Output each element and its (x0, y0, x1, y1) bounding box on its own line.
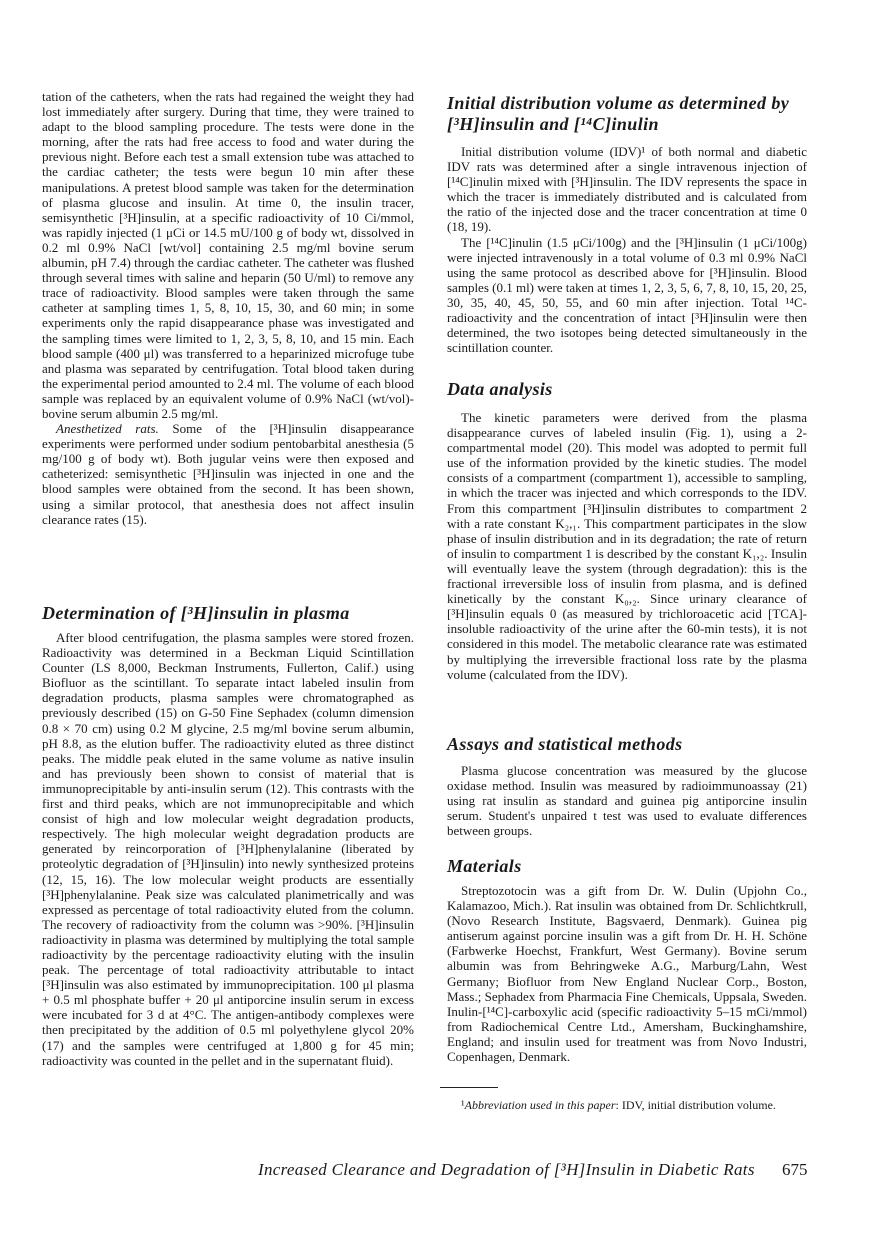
left-section-determination (42, 603, 414, 624)
paragraph-determination: After blood centrifugation, the plasma samples were stored frozen. Radioactivity was determined in a Beckman Liquid Scintillation Counter (LS 8,000, Beckman Instruments, Fullerton, Calif.) using Biofluor as the scintillant. To separate intact labeled insulin from degradation products, plasma samples were chromatographed as previously described (15) on G-50 Fine Sephadex (column dimension 0.8 × 70 cm) using 0.2 M glycine, 2.5 mg/ml bovine serum albumin, pH 8.8, as the elution buffer. The radioactivity eluted as three distinct peaks. The middle peak eluted in the same volume as native insulin and has previously been shown to consist of material that is immunoprecipitable by anti-insulin serum (12). This contrasts with the first and third peaks, which are not immunoprecipitable and which consist of high and low molecular weight degradation products, respectively. The high molecular weight degradation products are generated by reincorporation of [³H]phenylalanine (liberated by proteolytic degradation of [³H]insulin) into newly synthesized proteins (12, 15, 16). The low molecular weight products are essentially [³H]phenylalanine. Peak size was calculated planimetrically and was expressed as percentage of total radioactivity eluted from the column. The recovery of radioactivity from the column was >90%. [³H]insulin radioactivity in plasma was determined by multiplying the total sample radioactivity by the percentage radioactivity eluting with the insulin peak. The percentage of total radioactivity attributable to intact [³H]insulin was also estimated by immunoprecipitation. 100 μl plasma + 0.5 ml phosphate buffer + 20 μl antiporcine insulin serum in excess were incubated for 3 d at 4°C. The antigen-antibody complexes were then precipitated by the addition of 0.5 ml polyethylene glycol 20% (17) and the samples were centrifuged at 1,800 g for 45 min; radioactivity was counted in the pellet and in the supernatant fluid). (42, 630, 414, 1068)
section-heading: Determination of [³H]insulin in plasma (42, 603, 350, 623)
page-number: 675 (782, 1160, 808, 1179)
right-section-data-analysis (447, 379, 807, 400)
left-column (42, 89, 414, 527)
run-in-heading: Anesthetized rats. (56, 421, 159, 437)
footnote-text: : IDV, initial distribution volume. (615, 1098, 776, 1112)
right-section-idv (447, 93, 807, 135)
right-data-body (447, 410, 807, 682)
footnote-label: Abbreviation used in this paper (464, 1098, 616, 1112)
running-title: Increased Clearance and Degradation of [³H]Insulin in Diabetic Rats (258, 1160, 755, 1179)
section-heading (447, 93, 807, 135)
right-assays-body (447, 763, 807, 838)
section-heading: Assays and statistical methods (447, 734, 683, 754)
paragraph-anesthetized-rats (42, 421, 414, 527)
section-heading: Materials (447, 856, 522, 876)
right-idv-body (447, 144, 807, 355)
footnote-mark: ¹ (461, 1098, 465, 1112)
paragraph-procedure: tation of the catheters, when the rats had regained the weight they had lost immediately after surgery. During that time, they were trained to adapt to the blood sampling procedure. The tests were done in the morning, after the rats had free access to food and water during the previous night. Before each test a small extension tube was attached to the cardiac catheter; the tests were begun 10 min after these manipulations. A pretest blood sample was taken for the determination of plasma glucose and insulin. At time 0, the insulin tracer, semisynthetic [³H]insulin, at a specific radioactivity of 10 Ci/mmol, was rapidly injected (1 μCi or 14.5 mU/100 g of body wt, dissolved in 0.2 ml 0.9% NaCl [wt/vol] containing 2.5 mg/ml bovine serum albumin, pH 7.4) through the cardiac catheter. The catheter was flushed through several times with saline and heparin (50 U/ml) to remove any trace of radioactivity. Blood samples were taken through the same catheter at sampling times 1, 5, 8, 10, 15, 30, and 60 min; in some experiments only the rapid disappearance phase was investigated and the sampling times were limited to 1, 2, 3, 5, 8, 10, and 15 min. Each blood sample (400 μl) was transferred to a heparinized microfuge tube and plasma was separated by centrifugation. Total blood taken during the experimental period amounted to 2.4 ml. The volume of each blood sample was replaced by an equivalent volume of 0.9% NaCl (wt/vol)-bovine serum albumin 2.5 mg/ml. (42, 89, 414, 421)
paragraph-idv-protocol: The [¹⁴C]inulin (1.5 μCi/100g) and the [³H]insulin (1 μCi/100g) were injected intravenously in a total volume of 0.3 ml 0.9% NaCl using the same protocol as described above for [³H]insulin. Blood samples (0.1 ml) were taken at times 1, 2, 3, 5, 6, 7, 8, 10, 15, 20, 25, 30, 35, 40, 45, 50, 55, and 60 min after injection. Total ¹⁴C-radioactivity and the concentration of intact [³H]insulin were then determined, the two isotopes being detected simultaneously in the scintillation counter. (447, 234, 807, 356)
right-section-materials (447, 856, 807, 877)
right-materials-body (447, 883, 807, 1064)
paragraph-materials: Streptozotocin was a gift from Dr. W. Dulin (Upjohn Co., Kalamazoo, Mich.). Rat insulin was obtained from Dr. Schlichtkrull, (Novo Research Institute, Bagsvaerd, Denmark). Guinea pig antiserum against porcine insulin was a gift from Dr. H. H. Schöne (Farbwerke Hoechst, Frankfurt, West Germany). Bovine serum albumin was from Behringweke A.G., Marburg/Lahn, West Germany; Biofluor from New England Nuclear Corp., Boston, Mass.; Sephadex from Pharmacia Fine Chemicals, Uppsala, Sweden. Inulin-[¹⁴C]-carboxylic acid (specific radioactivity 5–15 mCi/mmol) from Radiochemical Centre Ltd., Amersham, Buckinghamshire, England; and insulin used for treatment was from Novo Industri, Copenhagen, Denmark. (447, 883, 807, 1065)
footnote-rule (440, 1087, 498, 1088)
heading-line: [³H]insulin and [¹⁴C]inulin (447, 114, 659, 134)
paragraph-idv: Initial distribution volume (IDV)¹ of both normal and diabetic IDV rats was determined after a single intravenous injection of [¹⁴C]inulin mixed with [³H]insulin. The IDV represents the space in which the tracer is immediately distributed and is calculated from the ratio of the injected dose and the tracer concentration at time 0 (18, 19). (447, 144, 807, 235)
paragraph-text: Some of the [³H]insulin disappearance experiments were performed under sodium pentobarbital anesthesia (5 mg/100 g of body wt). Both jugular veins were then exposed and catheterized: semisynthetic [³H]insulin was injected in one and the blood samples were obtained from the second. It has been shown, using a similar protocol, that anesthesia does not affect insulin clearance rates (15). (42, 421, 415, 527)
paragraph-data-analysis: The kinetic parameters were derived from the plasma disappearance curves of labeled insulin (Fig. 1), using a 2-compartmental model (20). This model was adopted to permit full use of the information provided by the kinetic studies. The model consists of a compartment (compartment 1), accessible to sampling, in which the tracer was injected and which corresponds to the IDV. From this compartment [³H]insulin distributes to compartment 2 with a rate constant K₂,₁. This compartment participates in the slow phase of insulin distribution and in its degradation; the rate of return of insulin to compartment 1 is described by the constant K₁,₂. Insulin will eventually leave the system (through degradation): this is the fractional irreversible loss of insulin from plasma, and is defined kinetically by the constant K₀,₂. Since urinary clearance of [³H]insulin equals 0 (as measured by trichloroacetic acid [TCA]-insoluble radioactivity of the urine after the 60-min tests), it is not considered in this model. The metabolic clearance rate was estimated by multiplying the irreversible fractional loss rate by the plasma volume (calculated from the IDV). (447, 410, 808, 682)
footnote (447, 1098, 807, 1112)
right-section-assays (447, 734, 807, 755)
heading-line: Initial distribution volume as determined by (447, 93, 790, 113)
section-heading: Data analysis (447, 379, 553, 399)
paragraph-assays: Plasma glucose concentration was measured by the glucose oxidase method. Insulin was measured by radioimmunoassay (21) using rat insulin as standard and guinea pig antiporcine insulin serum. Student's unpaired t test was used to evaluate differences between groups. (447, 763, 807, 839)
left-column-lower (42, 630, 414, 1068)
